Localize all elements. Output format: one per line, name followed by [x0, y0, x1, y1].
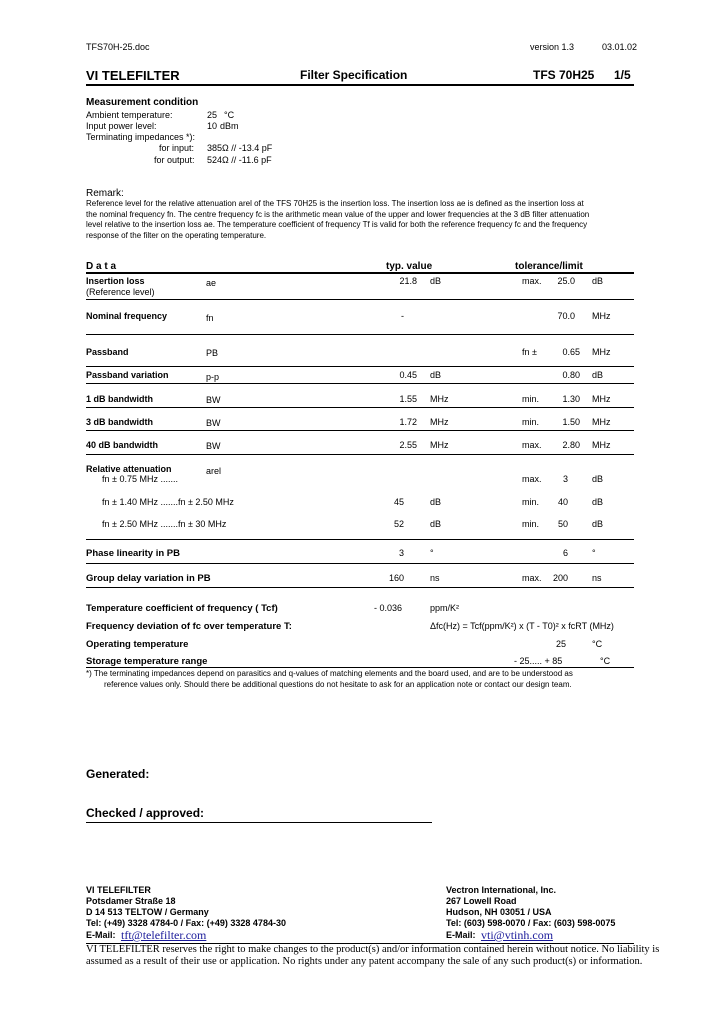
row-tol-unit: dB [592, 370, 604, 380]
row-typ-unit: dB [430, 276, 442, 286]
row-tol-unit: MHz [592, 311, 611, 321]
phase-typ-unit: ° [430, 548, 434, 558]
row-symbol: BW [206, 441, 221, 451]
tempcoef-label: Temperature coefficient of frequency ( Tcf) [86, 603, 278, 614]
row-tol-unit: MHz [592, 440, 611, 450]
footer-left-email-label: E-Mail: [86, 930, 116, 940]
row-tol-unit: dB [592, 276, 604, 286]
col-typ: typ. value [386, 261, 433, 272]
rel-att-typ: 52 [393, 519, 404, 529]
row-typ: - [401, 311, 404, 321]
rel-att-label: Relative attenuation [86, 464, 172, 474]
row-label: Passband variation [86, 370, 169, 380]
row-label: Passband [86, 347, 129, 357]
rel-att-val: 3 [562, 474, 568, 484]
measurement-heading: Measurement condition [86, 97, 199, 108]
storage-label: Storage temperature range [86, 656, 208, 667]
rel-att-pre: max. [522, 474, 542, 484]
row-rule [86, 563, 634, 564]
group-label: Group delay variation in PB [86, 573, 211, 584]
row-rule [86, 454, 634, 455]
remark-text: Reference level for the relative attenuation arel of the TFS 70H25 is the insertion loss. The insertion loss ae is defined as the insertion loss at the nominal frequency fn. The centre frequency fc is the arithmetic mean value of the upper and lower frequencies at the 3 dB filter attenuation level relative to the insertion loss ae. The temperature coefficient of frequency Tf is valid for both the reference frequency fc and the frequency response of the filter on the operating temperature. [86, 199, 590, 240]
row-label: 1 dB bandwidth [86, 394, 153, 404]
row-label: 40 dB bandwidth [86, 440, 158, 450]
group-typ-unit: ns [430, 573, 440, 583]
row-sublabel: (Reference level) [86, 287, 155, 297]
rel-att-typ-unit: dB [430, 519, 442, 529]
table-bottom-rule [86, 667, 634, 668]
footer-right-address: Vectron International, Inc. 267 Lowell Road Hudson, NH 03051 / USA Tel: (603) 598-0070 / Fax: (603) 598-0075 [446, 885, 616, 928]
company-name: VI TELEFILTER [86, 68, 180, 83]
row-tol-pre: min. [522, 417, 540, 427]
row-typ: 2.55 [399, 440, 417, 450]
phase-typ: 3 [398, 548, 404, 558]
footer-right-email-label: E-Mail: [446, 930, 476, 940]
part-number: TFS 70H25 [533, 68, 595, 82]
phase-tol-unit: ° [592, 548, 596, 558]
freqdev-formula: Δfc(Hz) = Tcf(ppm/K²) x (T - T0)² x fcRT (MHz) [430, 621, 614, 631]
row-tol-val: 0.65 [562, 347, 580, 357]
row-tol-unit: MHz [592, 394, 611, 404]
phase-label: Phase linearity in PB [86, 548, 180, 559]
phase-tol-val: 6 [562, 548, 568, 558]
row-rule [86, 407, 634, 408]
row-typ-unit: dB [430, 370, 442, 380]
row-label: Nominal frequency [86, 311, 168, 321]
row-symbol: BW [206, 418, 221, 428]
rel-att-symbol: arel [206, 466, 222, 476]
rel-att-range: fn ± 2.50 MHz .......fn ± 30 MHz [102, 519, 227, 529]
rel-att-val: 40 [557, 497, 568, 507]
row-rule [86, 383, 634, 384]
row-typ-unit: MHz [430, 394, 449, 404]
row-typ: 21.8 [399, 276, 417, 286]
footer-left-email-link[interactable]: tft@telefilter.com [121, 928, 207, 942]
input-impedance-value: 385Ω // -13.4 pF [207, 143, 273, 153]
row-rule [86, 299, 634, 300]
ambient-value: 25 [207, 110, 218, 120]
row-tol-val: 25.0 [557, 276, 575, 286]
row-label: Insertion loss [86, 276, 145, 286]
group-tol-val: 200 [552, 573, 568, 583]
row-tol-val: 1.50 [562, 417, 580, 427]
ambient-label: Ambient temperature: [86, 110, 173, 120]
rel-att-unit: dB [592, 497, 604, 507]
row-tol-unit: MHz [592, 347, 611, 357]
rel-att-typ: 45 [393, 497, 404, 507]
remark-heading: Remark: [86, 188, 124, 199]
rel-att-range: fn ± 1.40 MHz .......fn ± 2.50 MHz [102, 497, 234, 507]
row-typ-unit: MHz [430, 440, 449, 450]
ambient-unit: °C [224, 110, 235, 120]
rel-att-unit: dB [592, 474, 604, 484]
disclaimer: VI TELEFILTER reserves the right to make changes to the product(s) and/or information contained herein without notice. No liability is assumed as a result of their use or application. No rights under any patent accompany the sale of any such product(s) or information. [86, 944, 660, 967]
output-impedance-label: for output: [154, 155, 195, 165]
freqdev-label: Frequency deviation of fc over temperature T: [86, 621, 292, 632]
row-tol-val: 0.80 [562, 370, 580, 380]
rel-att-pre: min. [522, 519, 540, 529]
row-symbol: p-p [206, 372, 220, 382]
col-tol: tolerance/limit [515, 261, 583, 272]
row-typ: 0.45 [399, 370, 417, 380]
page-title: Filter Specification [300, 68, 408, 82]
optemp-label: Operating temperature [86, 639, 189, 650]
row-typ-unit: MHz [430, 417, 449, 427]
row-tol-unit: MHz [592, 417, 611, 427]
row-rule [86, 539, 634, 540]
row-tol-pre: fn ± [522, 347, 537, 357]
version: version 1.3 [530, 42, 575, 52]
table-header-rule [86, 272, 634, 274]
row-rule [86, 334, 634, 335]
power-unit: dBm [220, 121, 239, 131]
doc-date: 03.01.02 [602, 42, 638, 52]
optemp-unit: °C [592, 639, 603, 649]
row-rule [86, 366, 634, 367]
rel-att-range: fn ± 0.75 MHz ....... [102, 474, 178, 484]
tempcoef-unit: ppm/K² [430, 603, 460, 613]
col-data: D a t a [86, 261, 117, 272]
rel-att-typ-unit: dB [430, 497, 442, 507]
footnote-line: *) The terminating impedances depend on parasitics and q-values of matching elements and the board used, and are to be understood as [86, 669, 573, 678]
footer-left-address: VI TELEFILTER Potsdamer Straße 18 D 14 513 TELTOW / Germany Tel: (+49) 3328 4784-0 / Fax: (+49) 3328 4784-30 [86, 885, 286, 928]
optemp-value: 25 [556, 639, 567, 649]
storage-value: - 25..... + 85 [514, 656, 563, 666]
generated-label: Generated: [86, 767, 150, 781]
footer-right-email-link[interactable]: vti@vtinh.com [481, 928, 554, 942]
group-typ: 160 [388, 573, 404, 583]
checked-label: Checked / approved: [86, 806, 205, 820]
group-tol-pre: max. [522, 573, 542, 583]
tempcoef-typ: - 0.036 [374, 603, 403, 613]
row-rule [86, 430, 634, 431]
file-name: TFS70H-25.doc [86, 42, 150, 52]
input-impedance-label: for input: [159, 143, 195, 153]
row-tol-val: 1.30 [562, 394, 580, 404]
row-typ: 1.55 [399, 394, 417, 404]
row-tol-pre: max. [522, 276, 542, 286]
header-rule [86, 84, 634, 86]
row-symbol: BW [206, 395, 221, 405]
row-tol-val: 2.80 [562, 440, 580, 450]
row-symbol: fn [206, 313, 214, 323]
group-tol-unit: ns [592, 573, 602, 583]
storage-unit: °C [600, 656, 611, 666]
row-tol-pre: min. [522, 394, 540, 404]
row-rule [86, 587, 634, 588]
output-impedance-value: 524Ω // -11.6 pF [207, 155, 272, 165]
footnote-line: reference values only. Should there be additional questions do not hesitate to ask for an application note or contact our design team. [104, 680, 572, 689]
rel-att-val: 50 [557, 519, 568, 529]
row-tol-val: 70.0 [557, 311, 575, 321]
rel-att-pre: min. [522, 497, 540, 507]
row-typ: 1.72 [399, 417, 417, 427]
row-tol-pre: max. [522, 440, 542, 450]
power-value: 10 [207, 121, 218, 131]
power-label: Input power level: [86, 121, 157, 131]
signature-line [86, 822, 432, 823]
impedance-label: Terminating impedances *): [86, 132, 196, 142]
row-symbol: ae [206, 278, 217, 288]
row-symbol: PB [206, 348, 219, 358]
rel-att-unit: dB [592, 519, 604, 529]
page-number: 1/5 [614, 68, 631, 82]
row-label: 3 dB bandwidth [86, 417, 153, 427]
